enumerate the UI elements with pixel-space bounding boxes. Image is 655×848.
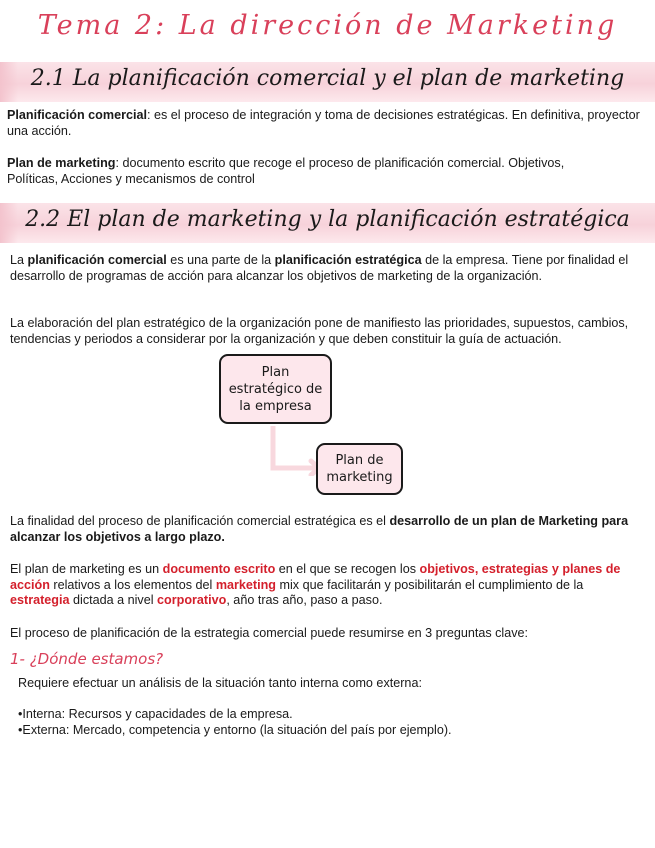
list-item: • Externa: Mercado, competencia y entorno (la situación del país por ejemplo).	[18, 723, 452, 739]
box-plan-estrategico	[219, 354, 332, 424]
definition-planificacion	[7, 108, 647, 139]
term: Planificación comercial	[7, 108, 147, 122]
definition-plan-marketing	[7, 156, 607, 187]
page-title: Tema 2: La dirección de Marketing	[37, 10, 618, 41]
paragraph	[10, 253, 640, 284]
text: en el que se recogen los	[275, 562, 420, 576]
bold-text: desarrollo de un plan de Marketing para alcanzar los objetivos a largo plazo.	[10, 514, 629, 544]
list-item: • Interna: Recursos y capacidades de la empresa.	[18, 707, 452, 723]
text: La	[10, 253, 28, 267]
text: , año tras año, paso a paso.	[226, 593, 383, 607]
highlight-text: objetivos, estrategias y planes de acción	[10, 562, 621, 592]
highlight-text: marketing	[215, 577, 277, 592]
bold-text: planificación estratégica	[274, 253, 422, 267]
definition-text: : documento escrito que recoge el proceso de planificación comercial. Objetivos, Políticas, Acciones y mecanismos de control	[7, 156, 565, 186]
text: es una parte de la	[166, 253, 275, 267]
box-line: estratégico de	[228, 381, 323, 397]
paragraph	[10, 562, 645, 609]
text: La finalidad del proceso de planificación comercial estratégica es el	[10, 514, 390, 528]
text: dictada a nivel	[69, 593, 158, 607]
text: relativos a los elementos del	[49, 577, 216, 592]
bold-text: planificación comercial	[27, 253, 167, 267]
definition-text: : es el proceso de integración y toma de decisiones estratégicas. En definitiva, proyector una acción.	[7, 108, 640, 138]
text: El plan de marketing es un	[10, 562, 163, 576]
bullet-list	[18, 707, 452, 738]
box-plan-marketing	[316, 443, 403, 495]
text: mix que facilitarán y posibilitarán el cumplimiento de la	[276, 577, 584, 592]
text: de la empresa. Tiene por finalidad el desarrollo de programas de acción para alcanzar los objetivos de marketing de la organización.	[10, 253, 629, 283]
highlight-text: estrategia	[10, 593, 70, 607]
highlight-text: corporativo	[157, 593, 227, 607]
box-line: Plan	[261, 364, 290, 380]
term: Plan de marketing	[7, 156, 116, 170]
paragraph: Requiere efectuar un análisis de la situación tanto interna como externa:	[18, 676, 422, 690]
paragraph	[10, 514, 640, 545]
paragraph: El proceso de planificación de la estrategia comercial puede resumirse en 3 preguntas clave:	[10, 626, 529, 640]
section-heading-2-2: 2.2 El plan de marketing y la planificación estratégica	[25, 207, 630, 232]
arrow-connector-icon	[255, 424, 325, 476]
box-line: la empresa	[239, 398, 312, 414]
highlight-text: documento escrito	[162, 562, 276, 576]
paragraph: La elaboración del plan estratégico de la organización pone de manifiesto las prioridades, supuestos, cambios, tendencias y periodos a considerar por la organización y que deben constituir la guía de actuación.	[10, 316, 629, 346]
box-line: Plan de	[335, 453, 384, 468]
box-line: marketing	[326, 470, 393, 485]
section-heading-2-1: 2.1 La planificación comercial y el plan de marketing	[30, 66, 625, 91]
question-heading: 1- ¿Dónde estamos?	[10, 650, 164, 668]
